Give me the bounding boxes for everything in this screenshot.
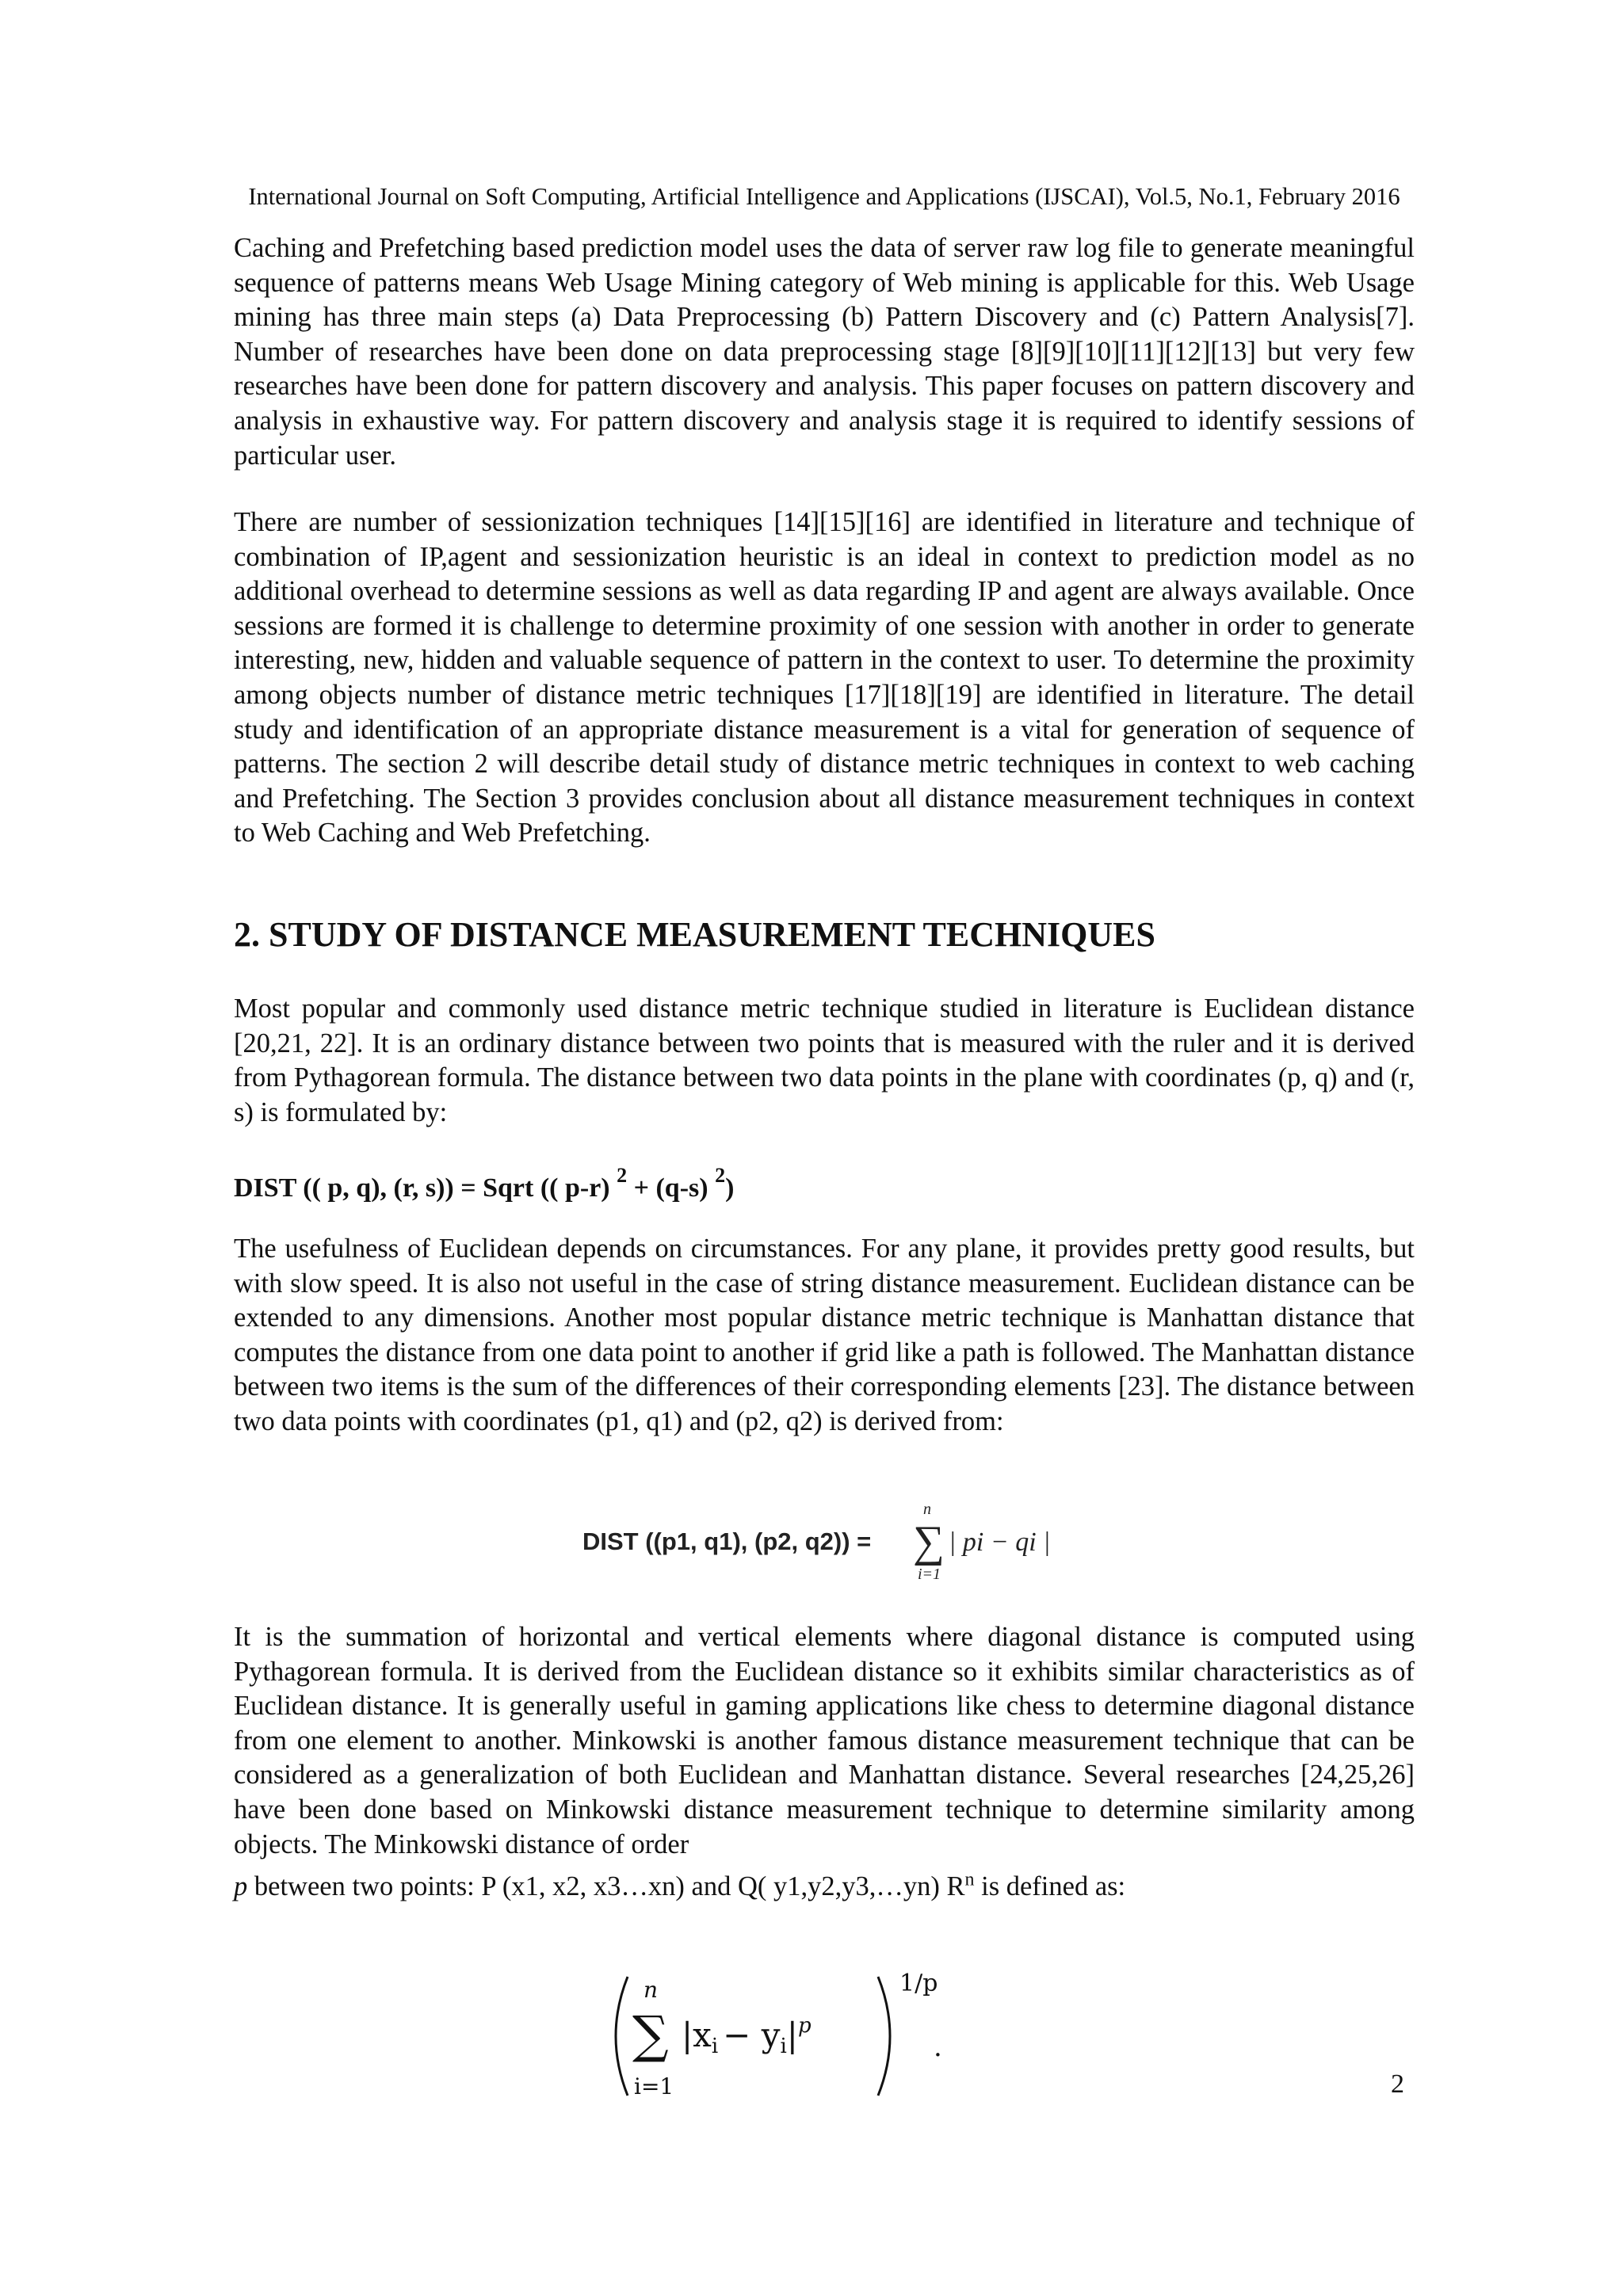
formula-lhs: DIST ((p1, q1), (p2, q2)) = (582, 1527, 872, 1555)
order-variable: p (234, 1871, 248, 1901)
summation-symbol: ∑ (632, 2006, 669, 2065)
formula-text: + (q-s) (627, 1173, 716, 1203)
right-parenthesis (878, 1977, 890, 2096)
paragraph-text: The usefulness of Euclidean depends on circumstances. For any plane, it provides pretty good results, but with slow speed. It is also not useful in the case of string distance measurement. Euclidean distance can be extended to any dimensions. Another most popular distance metric technique is Manhattan distance that computes the distance from one data point to another if grid like a path is followed. The Manhattan distance between two items is the sum of the differences of their corresponding elements [23]. The distance between two data points with coordinates (p1, q1) and (p2, q2) is derived from: (234, 1234, 1415, 1436)
sum-upper-limit: n (923, 1501, 931, 1518)
euclidean-formula (234, 1165, 734, 1212)
paragraph-text: Most popular and commonly used distance metric technique studied in literature is Euclidean distance [20,21, 22]. It is an ordinary distance between two points that is measured with the ruler and it is derived from Pythagorean formula. The distance between two data points in the plane with coordinates (p, q) and (r, s) is formulated by: (234, 994, 1415, 1127)
paragraph-minkowski (234, 1620, 1415, 1862)
paragraph-text: Caching and Prefetching based prediction model uses the data of server raw log file to generate meaningful sequence of patterns means Web Usage Mining category of Web mining is applicable for this. Web Usage mining has three main steps (a) Data Preprocessing (b) Pattern Discovery and (c) Pattern Analysis[7]. Number of researches have been done on data preprocessing stage [8][9][10][11][12][13] but very few researches have been done for pattern discovery and analysis. This paper focuses on pattern discovery and analysis in exhaustive way. For pattern discovery and analysis stage it is required to identify sessions of particular user. (234, 233, 1415, 471)
summation-symbol: ∑ (913, 1517, 945, 1566)
page-number: 2 (1391, 2069, 1404, 2099)
line-text: is defined as: (974, 1871, 1126, 1901)
formula-body: $|xi - yi|^p$ (682, 2014, 812, 2058)
formula-text: DIST (( p, q), (r, s)) = Sqrt (( p-r) (234, 1173, 617, 1203)
line-text: between two points: P (x1, x2, x3…xn) and Q( y1,y2,y3,…yn) R (247, 1871, 965, 1901)
manhattan-formula (582, 1501, 1058, 1599)
paragraph-euclidean (234, 992, 1415, 1130)
running-header: International Journal on Soft Computing, Artificial Intelligence and Applications (IJSCAI), Vol.5, No.1, February 2016 (248, 183, 1400, 210)
sum-upper-limit: n (643, 1977, 659, 2003)
paragraph-text: There are number of sessionization techniques [14][15][16] are identified in literature and technique of combination of IP,agent and sessionization heuristic is an ideal in context to prediction model as no additional overhead to determine sessions as well as data regarding IP and agent are always available. Once sessions are formed it is challenge to determine proximity of one session with another in order to generate interesting, new, hidden and valuable sequence of pattern in the context to user. To determine the proximity among objects number of distance metric techniques [17][18][19] are identified in literature. The detail study and identification of an appropriate distance measurement is a vital for generation of sequence of patterns. The section 2 will describe detail study of distance metric techniques in context to web caching and Prefetching. The Section 3 provides conclusion about all distance measurement techniques in context to Web Caching and Web Prefetching. (234, 507, 1415, 849)
paragraph-sessionization (234, 505, 1415, 851)
left-parenthesis (616, 1977, 628, 2096)
formula-exponent: 2 (617, 1163, 628, 1187)
paragraph-intro (234, 231, 1415, 473)
formula-exponent: 2 (715, 1163, 726, 1187)
formula-text: ) (725, 1173, 735, 1203)
outer-exponent: 1/p (899, 1970, 938, 1997)
sum-lower-limit: i=1 (634, 2073, 674, 2100)
paragraph-manhattan (234, 1232, 1415, 1440)
paragraph-text: It is the summation of horizontal and vertical elements where diagonal distance is computed using Pythagorean formula. It is derived from the Euclidean distance so it exhibits similar characteristics as of Euclidean distance. It is generally useful in gaming applications like chess to determine diagonal distance from one element to another. Minkowski is another famous distance measurement technique that can be considered as a generalization of both Euclidean and Manhattan distance. Several researches [24,25,26] have been done based on Minkowski distance measurement technique to determine similarity among objects. The Minkowski distance of order (234, 1622, 1415, 1859)
superscript-n: n (964, 1869, 975, 1890)
formula-body: | pi − qi | (949, 1527, 1051, 1557)
minkowski-formula (610, 1953, 959, 2119)
trailing-period: . (934, 2031, 942, 2063)
sum-lower-limit: i=1 (918, 1566, 941, 1583)
paragraph-last-line (234, 1870, 1125, 1905)
section-heading: 2. STUDY OF DISTANCE MEASUREMENT TECHNIQUES (234, 915, 1155, 954)
